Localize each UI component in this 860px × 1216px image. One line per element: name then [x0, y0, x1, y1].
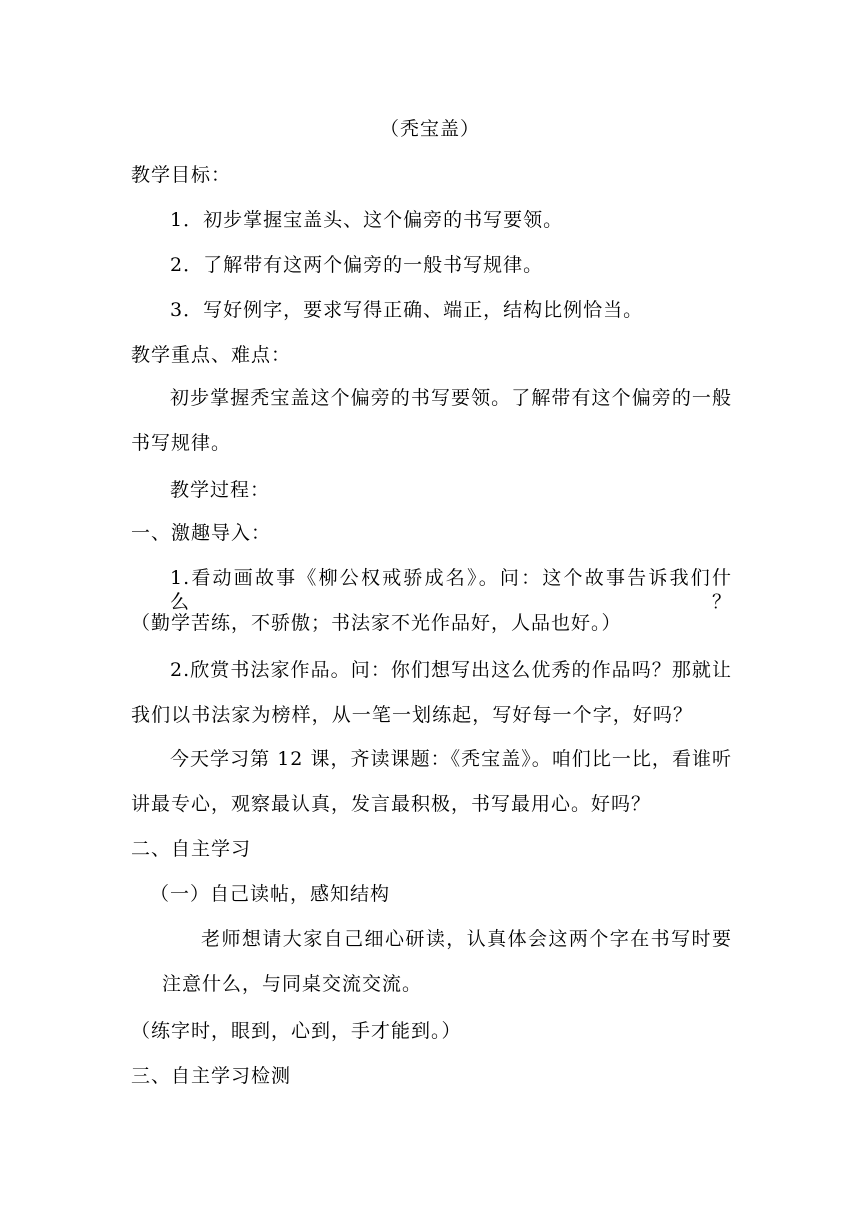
objective-item-2: 2．了解带有这两个偏旁的一般书写规律。	[170, 254, 544, 276]
section-1-para-3-line-2: 讲最专心，观察最认真，发言最积极，书写最用心。好吗？	[131, 793, 652, 815]
section-2-note: （练字时，眼到，心到，手才能到。）	[131, 1020, 462, 1042]
objective-item-3: 3．写好例字，要求写得正确、端正，结构比例恰当。	[170, 299, 644, 321]
section-2-heading: 二、自主学习	[131, 838, 252, 860]
section-1-para-3-line-1: 今天学习第 12 课，齐读课题：《秃宝盖》。咱们比一比，看谁听	[170, 748, 732, 770]
section-3-heading: 三、自主学习检测	[131, 1065, 292, 1087]
section-2-subheading-1: （一）自己读帖，感知结构	[150, 883, 391, 905]
document-title: （秃宝盖）	[379, 118, 480, 140]
section-2-para-line-2: 注意什么，与同桌交流交流。	[162, 973, 423, 995]
section-1-item-2-line-1: 2.欣赏书法家作品。问：你们想写出这么优秀的作品吗？那就让	[170, 659, 732, 681]
key-points-line-1: 初步掌握秃宝盖这个偏旁的书写要领。了解带有这个偏旁的一般	[170, 387, 732, 409]
section-1-item-1-line-2: （勤学苦练，不骄傲；书法家不光作品好，人品也好。）	[131, 612, 622, 634]
key-points-heading: 教学重点、难点：	[131, 344, 292, 366]
section-1-heading: 一、激趣导入：	[131, 522, 272, 544]
section-2-para-line-1: 老师想请大家自己细心研读，认真体会这两个字在书写时要	[201, 928, 732, 950]
objectives-heading: 教学目标：	[131, 164, 232, 186]
section-1-item-1-line-1: 1.看动画故事《柳公权戒骄成名》。问：这个故事告诉我们什么？	[170, 567, 732, 613]
section-1-item-2-line-2: 我们以书法家为榜样，从一笔一划练起，写好每一个字，好吗？	[131, 704, 693, 726]
objective-item-1: 1．初步掌握宝盖头、这个偏旁的书写要领。	[170, 209, 564, 231]
process-heading: 教学过程：	[170, 479, 271, 501]
key-points-line-2: 书写规律。	[131, 432, 232, 454]
